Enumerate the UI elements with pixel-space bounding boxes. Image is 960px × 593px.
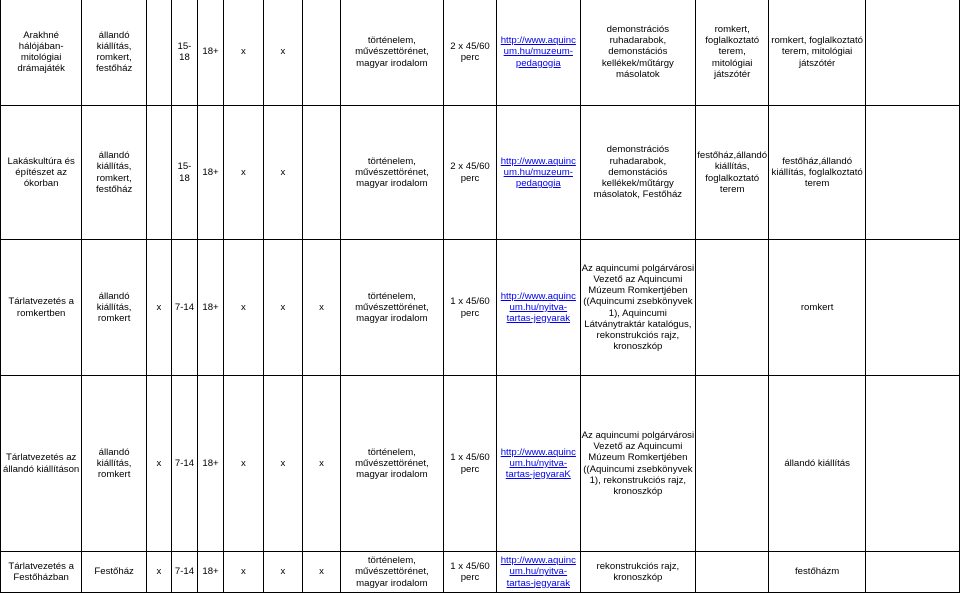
age-adult-cell: 18+ [197, 240, 223, 376]
age-range-cell: 15-18 [171, 106, 197, 240]
age-range-cell: 7-14 [171, 240, 197, 376]
age-adult-cell: 18+ [197, 376, 223, 552]
extra-mark-cell [146, 0, 171, 106]
program-link[interactable]: http://www.aquincum.hu/nyitva-tartas-jegyarak [497, 552, 580, 593]
empty-cell [866, 240, 960, 376]
table-row [1, 106, 960, 240]
program-link[interactable]: http://www.aquincum.hu/nyitva-tartas-jegyaraK [497, 376, 580, 552]
mark-cell: x [303, 376, 341, 552]
empty-cell [866, 552, 960, 593]
table-row [1, 376, 960, 552]
duration-cell: 1 x 45/60 perc [443, 552, 496, 593]
extra-mark-cell [146, 106, 171, 240]
extra-mark-cell: x [146, 552, 171, 593]
location-cell: állandó kiállítás, romkert [82, 376, 147, 552]
mark-cell: x [224, 106, 264, 240]
mark-cell: x [224, 552, 264, 593]
age-adult-cell: 18+ [197, 106, 223, 240]
empty-cell [866, 0, 960, 106]
tools-cell: Az aquincumi polgárvárosi Vezető az Aquincumi Múzeum Romkertjében ((Aquincumi zsebkönyvek 1), rekonstrukciós rajz, kronoszkóp [580, 376, 696, 552]
space-cell: romkert, foglalkoztató terem, mitológiai játszótér [769, 0, 866, 106]
mark-cell: x [224, 376, 264, 552]
space-cell: festőház,állandó kiállítás, foglalkoztató terem [769, 106, 866, 240]
program-title: Arakhné hálójában-mitológiai drámajáték [1, 0, 82, 106]
mark-cell [303, 0, 341, 106]
age-adult-cell: 18+ [197, 552, 223, 593]
empty-cell [866, 376, 960, 552]
mark-cell: x [224, 240, 264, 376]
age-adult-cell: 18+ [197, 0, 223, 106]
duration-cell: 1 x 45/60 perc [443, 240, 496, 376]
empty-cell [866, 106, 960, 240]
duration-cell: 2 x 45/60 perc [443, 0, 496, 106]
subjects-cell: történelem, művészettörénet, magyar irodalom [340, 376, 443, 552]
tools-cell: rekonstrukciós rajz, kronoszkóp [580, 552, 696, 593]
extra-mark-cell: x [146, 240, 171, 376]
program-title: Tárlatvezetés a romkertben [1, 240, 82, 376]
mark-cell: x [263, 240, 303, 376]
mark-cell: x [263, 376, 303, 552]
age-range-cell: 7-14 [171, 552, 197, 593]
mark-cell: x [303, 552, 341, 593]
mark-cell: x [263, 0, 303, 106]
tools-cell: demonstrációs ruhadarabok, demonstációs kellékek/műtárgy másolatok, Festőház [580, 106, 696, 240]
space-cell: festőház,állandó kiállítás, foglalkoztató terem [696, 106, 769, 240]
location-cell: állandó kiállítás, romkert, festőház [82, 106, 147, 240]
subjects-cell: történelem, művészettörénet, magyar irodalom [340, 552, 443, 593]
mark-cell [303, 106, 341, 240]
space-cell [696, 376, 769, 552]
space-cell: festőházm [769, 552, 866, 593]
tools-cell: Az aquincumi polgárvárosi Vezető az Aquincumi Múzeum Romkertjében ((Aquincumi zsebkönyvek 1), Aquincumi Látványtraktár katalógus, rekonstrukciós rajz, kronoszkóp [580, 240, 696, 376]
location-cell: állandó kiállítás, romkert, festőház [82, 0, 147, 106]
tools-cell: demonstrációs ruhadarabok, demonstációs kellékek/műtárgy másolatok [580, 0, 696, 106]
subjects-cell: történelem, művészettörénet, magyar irodalom [340, 106, 443, 240]
location-cell: Festőház [82, 552, 147, 593]
program-link[interactable]: http://www.aquincum.hu/muzeum-pedagogia [497, 106, 580, 240]
program-link[interactable]: http://www.aquincum.hu/nyitva-tartas-jegyarak [497, 240, 580, 376]
duration-cell: 1 x 45/60 perc [443, 376, 496, 552]
table-row [1, 552, 960, 593]
program-title: Tárlatvezetés a Festőházban [1, 552, 82, 593]
extra-mark-cell: x [146, 376, 171, 552]
age-range-cell: 7-14 [171, 376, 197, 552]
space-cell [696, 552, 769, 593]
age-range-cell: 15-18 [171, 0, 197, 106]
mark-cell: x [303, 240, 341, 376]
program-title: Tárlatvezetés az állandó kiállításon [1, 376, 82, 552]
space-cell: romkert [769, 240, 866, 376]
table-row [1, 0, 960, 106]
space-cell: romkert, foglalkoztató terem, mitológiai játszótér [696, 0, 769, 106]
program-link[interactable]: http://www.aquincum.hu/muzeum-pedagogia [497, 0, 580, 106]
duration-cell: 2 x 45/60 perc [443, 106, 496, 240]
subjects-cell: történelem, művészettörénet, magyar irodalom [340, 0, 443, 106]
subjects-cell: történelem, művészettörénet, magyar irodalom [340, 240, 443, 376]
program-title: Lakáskultúra és építészet az ókorban [1, 106, 82, 240]
mark-cell: x [224, 0, 264, 106]
location-cell: állandó kiállítás, romkert [82, 240, 147, 376]
space-cell [696, 240, 769, 376]
table-row [1, 240, 960, 376]
mark-cell: x [263, 552, 303, 593]
mark-cell: x [263, 106, 303, 240]
space-cell: állandó kiállítás [769, 376, 866, 552]
